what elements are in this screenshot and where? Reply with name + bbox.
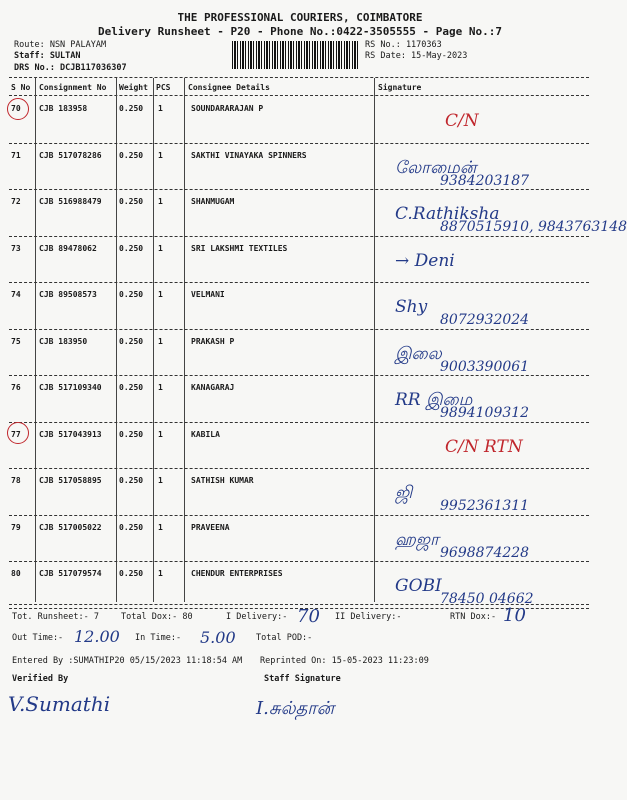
row-sno: 74: [11, 290, 21, 299]
handwritten-phone-number: 8870515910, 9843763148: [440, 219, 627, 235]
row-sno: 72: [11, 197, 21, 206]
row-consignee-name: CHENDUR ENTERPRISES: [191, 569, 283, 578]
row-consignment-no: CJB 517078286: [39, 150, 102, 160]
row-consignee-name: SHANMUGAM: [191, 197, 235, 206]
col-header-consignee: Consignee Details: [188, 83, 270, 92]
row-consignment-no: CJB 517109340: [39, 383, 102, 392]
in-time-label: In Time:-: [135, 633, 182, 643]
row-sno: 80: [11, 569, 21, 578]
row-consignment-no: CJB 183950: [39, 336, 88, 346]
row-consignee-name: PRAKASH P: [191, 336, 235, 346]
row-weight: 0.250: [119, 336, 144, 346]
staff-signature-label: Staff Signature: [264, 674, 341, 684]
handwritten-signature: GOBI: [395, 576, 442, 596]
row-pcs: 1: [158, 197, 163, 206]
row-pcs: 1: [158, 383, 163, 392]
row-rule: [9, 189, 589, 190]
handwritten-signature: இலை: [395, 343, 442, 364]
row-sno: 78: [11, 476, 21, 485]
table-top-rule: [9, 77, 589, 78]
row-consignee-name: SATHISH KUMAR: [191, 476, 254, 485]
out-time-handwritten: 12.00: [74, 627, 120, 646]
barcode-image: [232, 41, 358, 69]
runsheet-subtitle: Delivery Runsheet - P20 - Phone No.:0422-3505555 - Page No.:7: [98, 25, 502, 38]
row-weight: 0.250: [119, 104, 144, 113]
col-header-signature: Signature: [378, 83, 422, 92]
row-consignee-name: VELMANI: [191, 290, 225, 299]
red-circle-mark: [7, 422, 29, 444]
handwritten-signature: C.Rathiksha: [395, 204, 500, 224]
drs-number: DRS No.: DCJB117036307: [14, 63, 127, 73]
entered-by: Entered By :SUMATHIP20 05/15/2023 11:18:54 AM: [12, 656, 243, 666]
row-consignee-name: SAKTHI VINAYAKA SPINNERS: [191, 150, 307, 160]
row-weight: 0.250: [119, 197, 144, 206]
row-consignment-no: CJB 517079574: [39, 569, 102, 578]
footer-rule: [9, 604, 589, 605]
row-sno: 73: [11, 243, 21, 253]
row-weight: 0.250: [119, 429, 144, 439]
rs-number: RS No.: 1170363: [365, 40, 442, 50]
row-pcs: 1: [158, 429, 163, 439]
row-pcs: 1: [158, 150, 163, 160]
staff-handwritten-signature: I.சுல்தான்: [256, 698, 335, 719]
row-consignment-no: CJB 517058895: [39, 476, 102, 485]
row-consignment-no: CJB 89508573: [39, 290, 97, 299]
row-pcs: 1: [158, 290, 163, 299]
row-consignment-no: CJB 517005022: [39, 522, 102, 532]
ii-delivery-label: II Delivery:-: [335, 612, 402, 622]
reprinted-on: Reprinted On: 15-05-2023 11:23:09: [260, 656, 429, 666]
staff-label: Staff: SULTAN: [14, 51, 81, 61]
row-weight: 0.250: [119, 522, 144, 532]
row-pcs: 1: [158, 104, 163, 113]
row-pcs: 1: [158, 569, 163, 578]
row-rule: [9, 329, 589, 330]
row-consignment-no: CJB 89478062: [39, 243, 97, 253]
row-consignee-name: KANAGARAJ: [191, 383, 235, 392]
out-time-label: Out Time:-: [12, 633, 64, 643]
handwritten-phone-number: 9003390061: [440, 358, 530, 375]
col-header-weight: Weight: [119, 83, 148, 92]
col-header-sno: S No: [11, 83, 31, 92]
column-divider: [116, 78, 117, 602]
row-sno: 79: [11, 522, 21, 532]
row-consignment-no: CJB 517043913: [39, 429, 102, 439]
row-rule: [9, 422, 589, 423]
handwritten-phone-number: 8072932024: [440, 312, 530, 328]
row-consignee-name: SRI LAKSHMI TEXTILES: [191, 243, 288, 253]
i-delivery-handwritten: 70: [297, 606, 320, 627]
red-circle-mark: [7, 98, 29, 120]
row-consignee-name: PRAVEENA: [191, 522, 230, 532]
row-consignee-name: SOUNDARARAJAN P: [191, 104, 264, 113]
row-weight: 0.250: [119, 383, 144, 392]
handwritten-signature: → Deni: [395, 250, 455, 271]
handwritten-signature: ஹஜா: [395, 529, 439, 550]
handwritten-signature: C/N RTN: [445, 436, 523, 457]
route-label: Route: NSN PALAYAM: [14, 40, 107, 50]
total-pod-label: Total POD:-: [256, 633, 313, 643]
table-header-rule: [9, 95, 589, 96]
verified-by-label: Verified By: [12, 674, 69, 684]
in-time-handwritten: 5.00: [200, 628, 236, 647]
row-pcs: 1: [158, 522, 163, 532]
company-title: THE PROFESSIONAL COURIERS, COIMBATORE: [177, 11, 423, 24]
handwritten-phone-number: 9698874228: [440, 544, 530, 561]
row-rule: [9, 375, 589, 376]
row-rule: [9, 236, 589, 237]
row-weight: 0.250: [119, 290, 144, 299]
handwritten-signature: ஜி: [395, 483, 413, 503]
rtn-dox-label: RTN Dox:-: [450, 612, 497, 622]
column-divider: [374, 78, 375, 602]
handwritten-signature: லோமைன்: [395, 157, 477, 178]
row-pcs: 1: [158, 476, 163, 485]
row-consignee-name: KABILA: [191, 429, 220, 439]
handwritten-phone-number: 9952361311: [440, 498, 530, 514]
row-rule: [9, 282, 589, 283]
i-delivery-label: I Delivery:-: [226, 612, 288, 622]
column-divider: [153, 78, 154, 602]
rs-date: RS Date: 15-May-2023: [365, 51, 468, 61]
row-rule: [9, 143, 589, 144]
row-pcs: 1: [158, 243, 163, 253]
row-weight: 0.250: [119, 150, 144, 160]
handwritten-signature: RR இமை: [395, 390, 473, 410]
row-weight: 0.250: [119, 243, 144, 253]
rtn-dox-handwritten: 10: [503, 605, 526, 626]
col-header-pcs: PCS: [156, 83, 171, 92]
total-runsheet: Tot. Runsheet:- 7: [12, 612, 99, 622]
row-sno: 76: [11, 383, 21, 392]
row-rule: [9, 468, 589, 469]
row-rule: [9, 561, 589, 562]
row-sno: 75: [11, 336, 21, 346]
column-divider: [35, 78, 36, 602]
row-consignment-no: CJB 516988479: [39, 197, 102, 206]
total-dox: Total Dox:- 80: [121, 612, 193, 622]
row-sno: 77: [11, 429, 21, 439]
row-rule: [9, 515, 589, 516]
row-sno: 71: [11, 150, 21, 160]
row-sno: 70: [11, 104, 21, 113]
handwritten-signature: C/N: [445, 111, 479, 131]
handwritten-signature: Shy: [395, 297, 428, 317]
row-weight: 0.250: [119, 476, 144, 485]
handwritten-phone-number: 78450 04662: [440, 591, 534, 607]
verified-signature: V.Sumathi: [8, 692, 111, 716]
row-weight: 0.250: [119, 569, 144, 578]
row-consignment-no: CJB 183958: [39, 104, 88, 113]
col-header-consignment: Consignment No: [39, 83, 107, 92]
handwritten-phone-number: 9894109312: [440, 405, 530, 421]
row-pcs: 1: [158, 336, 163, 346]
column-divider: [184, 78, 185, 602]
handwritten-phone-number: 9384203187: [440, 172, 530, 189]
